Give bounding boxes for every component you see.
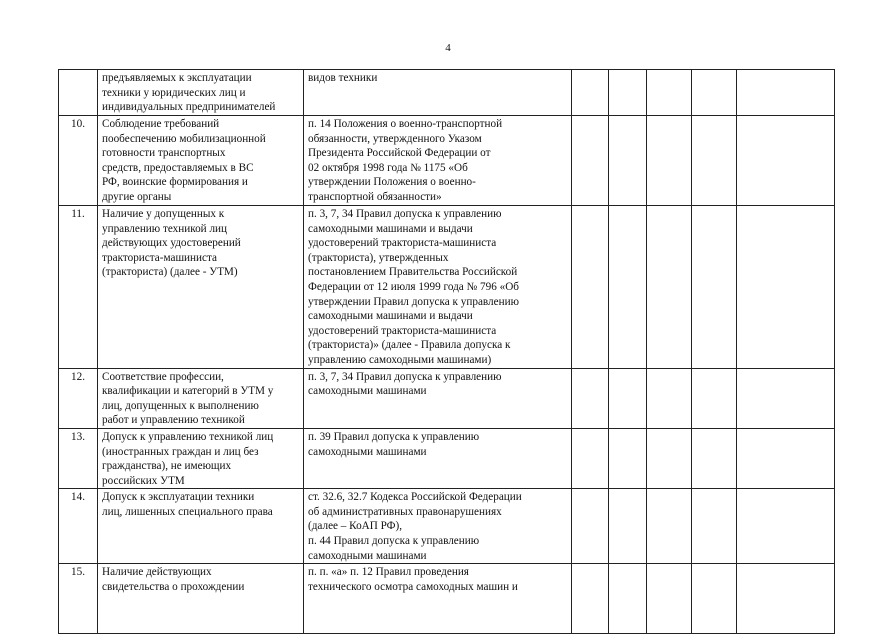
notes-cell <box>737 428 835 488</box>
requirement-cell: Соблюдение требований пообеспечению мобилизационной готовности транспортных средств, предоставляемых в ВС РФ, воинские формирования и другие органы <box>98 116 304 206</box>
table-row <box>59 489 835 564</box>
notes-cell <box>737 368 835 428</box>
requirement-cell: Наличие у допущенных к управлению техникой лиц действующих удостоверений тракториста-машиниста (тракториста) (далее - УТМ) <box>98 206 304 369</box>
answer-no-cell <box>609 206 647 369</box>
answer-na-cell <box>647 489 692 564</box>
notes-cell <box>737 564 835 634</box>
answer-na-cell <box>647 70 692 116</box>
notes-cell <box>737 116 835 206</box>
answer-no-cell <box>609 70 647 116</box>
requirement-cell: Допуск к эксплуатации техники лиц, лишенных специального права <box>98 489 304 564</box>
page-number: 4 <box>445 42 451 54</box>
legal-basis-cell: п. 14 Положения о военно-транспортной обязанности, утвержденного Указом Президента Российской Федерации от 02 октября 1998 года № 1175 «Об утверждении Положения о военно- транспортной обязанности» <box>304 116 572 206</box>
answer-no-cell <box>609 428 647 488</box>
requirement-cell: предъявляемых к эксплуатации техники у юридических лиц и индивидуальных предпринимателей <box>98 70 304 116</box>
checklist-table <box>58 69 835 634</box>
table-row <box>59 70 835 116</box>
answer-extra-cell <box>692 368 737 428</box>
row-number: 11. <box>59 206 98 369</box>
answer-no-cell <box>609 368 647 428</box>
answer-yes-cell <box>572 206 609 369</box>
row-number: 13. <box>59 428 98 488</box>
legal-basis-cell: п. 39 Правил допуска к управлению самоходными машинами <box>304 428 572 488</box>
answer-yes-cell <box>572 368 609 428</box>
requirement-cell: Наличие действующих свидетельства о прохождении <box>98 564 304 634</box>
answer-extra-cell <box>692 206 737 369</box>
notes-cell <box>737 489 835 564</box>
answer-yes-cell <box>572 428 609 488</box>
requirement-cell: Соответствие профессии, квалификации и категорий в УТМ у лиц, допущенных к выполнению работ и управлению техникой <box>98 368 304 428</box>
answer-extra-cell <box>692 564 737 634</box>
answer-na-cell <box>647 116 692 206</box>
answer-no-cell <box>609 489 647 564</box>
answer-extra-cell <box>692 489 737 564</box>
legal-basis-cell: п. 3, 7, 34 Правил допуска к управлению самоходными машинами и выдачи удостоверений тракториста-машиниста (тракториста), утвержденных постановлением Правительства Российской Федерации от 12 июля 1999 года № 796 «Об утверждении Правил допуска к управлению самоходными машинами и выдачи удостоверений тракториста-машиниста (тракториста)» (далее - Правила допуска к управлению самоходными машинами) <box>304 206 572 369</box>
answer-yes-cell <box>572 564 609 634</box>
legal-basis-cell: ст. 32.6, 32.7 Кодекса Российской Федерации об административных правонарушениях (далее – КоАП РФ), п. 44 Правил допуска к управлению самоходными машинами <box>304 489 572 564</box>
answer-extra-cell <box>692 428 737 488</box>
answer-na-cell <box>647 368 692 428</box>
legal-basis-cell: п. п. «а» п. 12 Правил проведения технического осмотра самоходных машин и <box>304 564 572 634</box>
table-row <box>59 116 835 206</box>
row-number: 10. <box>59 116 98 206</box>
row-number: 14. <box>59 489 98 564</box>
legal-basis-cell: видов техники <box>304 70 572 116</box>
answer-yes-cell <box>572 116 609 206</box>
answer-no-cell <box>609 564 647 634</box>
row-number <box>59 70 98 116</box>
answer-extra-cell <box>692 70 737 116</box>
answer-yes-cell <box>572 489 609 564</box>
table-row <box>59 428 835 488</box>
answer-na-cell <box>647 564 692 634</box>
notes-cell <box>737 70 835 116</box>
answer-na-cell <box>647 206 692 369</box>
answer-no-cell <box>609 116 647 206</box>
table-row <box>59 206 835 369</box>
notes-cell <box>737 206 835 369</box>
table-row <box>59 564 835 634</box>
legal-basis-cell: п. 3, 7, 34 Правил допуска к управлению самоходными машинами <box>304 368 572 428</box>
row-number: 15. <box>59 564 98 634</box>
requirement-cell: Допуск к управлению техникой лиц (иностранных граждан и лиц без гражданства), не имеющих российских УТМ <box>98 428 304 488</box>
answer-yes-cell <box>572 70 609 116</box>
answer-extra-cell <box>692 116 737 206</box>
answer-na-cell <box>647 428 692 488</box>
row-number: 12. <box>59 368 98 428</box>
table-row <box>59 368 835 428</box>
